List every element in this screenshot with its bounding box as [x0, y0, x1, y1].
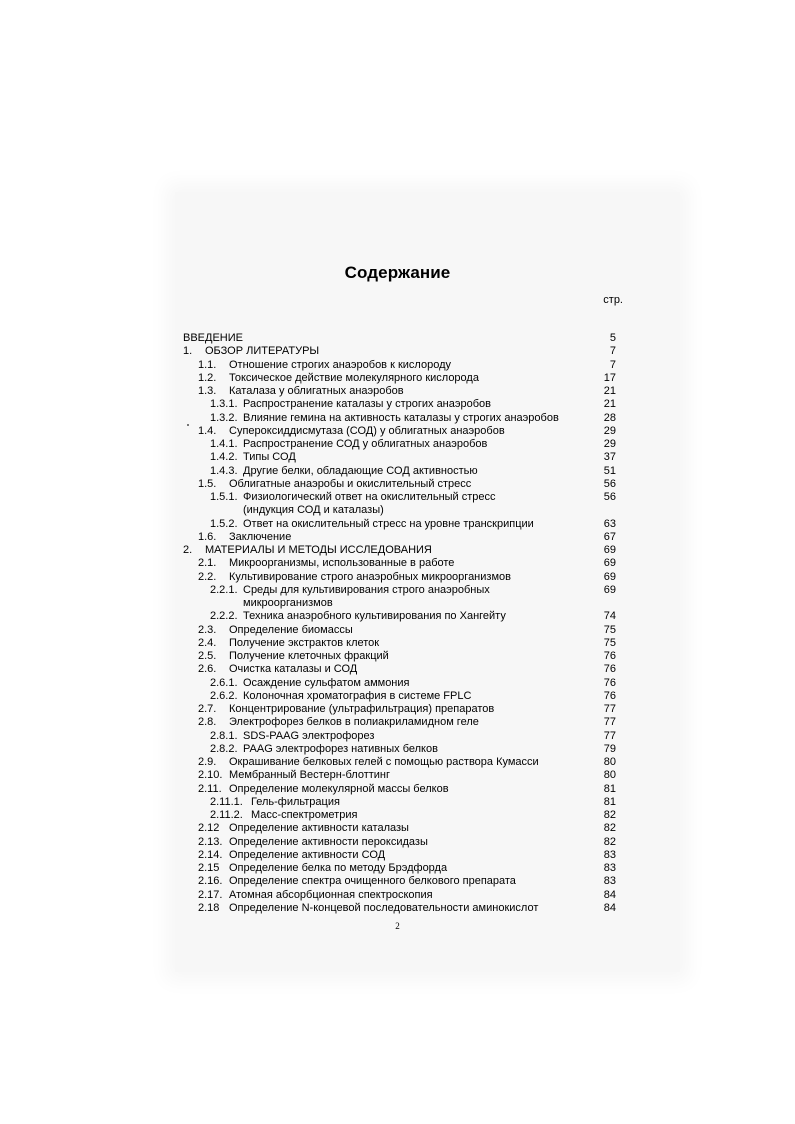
toc-entry [183, 650, 616, 663]
toc-entry-page: 69 [603, 583, 616, 596]
toc-entry-title: Определение активности СОД [229, 848, 386, 861]
toc-entry-title: Заключение [229, 530, 292, 543]
toc-entry-number: 1.5. [198, 477, 217, 490]
toc-entry-number: 1.4.1. [210, 438, 238, 450]
toc-entry-title: Осаждение сульфатом аммония [243, 676, 410, 689]
toc-entry-title: Распространение СОД у облигатных анаэробов [243, 438, 488, 450]
toc-entry-number: 2.6. [198, 663, 217, 676]
toc-entry-title: Атомная абсорбционная спектроскопия [229, 888, 433, 901]
toc-entry [183, 425, 616, 438]
toc-entry-number: 2.2. [198, 570, 217, 583]
toc-entry-page: 21 [603, 398, 616, 411]
toc-entry-page: 76 [603, 663, 616, 676]
toc-entry-number: 2.14. [198, 848, 223, 861]
toc-entry-page: 28 [603, 411, 616, 424]
toc-entry [183, 783, 616, 796]
toc-entry-page: 80 [603, 756, 616, 768]
toc-entry-title: Техника анаэробного культивирования по Хангейту [243, 610, 506, 623]
toc-entry-title: ВВЕДЕНИЕ [183, 332, 243, 344]
toc-entry-title: Электрофорез белков в полиакриламидном геле [229, 716, 479, 729]
toc-entry-number: 2.11.2. [210, 809, 243, 821]
toc-entry-page: 81 [603, 795, 616, 808]
toc-entry-page: 80 [603, 769, 616, 782]
toc-entry [183, 518, 616, 531]
toc-entry [183, 716, 616, 729]
toc-entry-number: 2.8.2. [210, 742, 238, 755]
toc-entry-page: 29 [603, 438, 616, 450]
toc-entry-page: 82 [603, 835, 616, 848]
toc-entry-page: 63 [603, 517, 616, 530]
toc-entry-page: 56 [603, 491, 616, 503]
toc-entry-title: Определение биомассы [229, 623, 353, 636]
toc-entry-number: 2.7. [198, 703, 217, 715]
toc-entry-number: 2.2.1. [210, 583, 238, 596]
toc-entry-page: 83 [603, 875, 616, 888]
toc-entry-number: 2.10. [198, 769, 223, 782]
toc-entry-title: Физиологический ответ на окислительный стресс (индукция СОД и каталазы) [243, 491, 496, 517]
toc-entry [183, 385, 616, 398]
toc-entry-title: Отношение строгих анаэробов к кислороду [229, 358, 451, 371]
toc-entry-number: 2.11.1. [210, 795, 243, 808]
toc-entry-number: 2.1. [198, 557, 217, 570]
toc-entry [183, 902, 616, 915]
toc-entry [183, 624, 616, 637]
toc-entry-number: 1. [183, 345, 193, 358]
toc-entry-page: 29 [603, 424, 616, 437]
toc-entry-page: 75 [603, 623, 616, 636]
toc-entry-title: Определение активности пероксидазы [229, 835, 428, 848]
toc-entry-page: 7 [609, 358, 616, 371]
page-column-label: стр. [603, 294, 623, 306]
toc-entry [183, 398, 616, 411]
toc-entry [183, 703, 616, 716]
toc-entry-title: Колоночная хроматография в системе FPLC [243, 689, 472, 702]
toc-entry [183, 637, 616, 650]
toc-entry-title: Окрашивание белковых гелей с помощью раствора Кумасси [229, 756, 539, 768]
toc-entry [183, 862, 616, 875]
toc-entry [183, 796, 616, 809]
toc-entry [183, 610, 616, 623]
toc-entry [183, 875, 616, 888]
toc-entry-number: 1.3.1. [210, 398, 238, 411]
toc-entry [183, 677, 616, 690]
toc-entry-page: 69 [603, 544, 616, 556]
toc-entry-page: 69 [603, 570, 616, 583]
toc-entry-number: 2.2.2. [210, 610, 238, 623]
toc-entry-title: Масс-спектрометрия [251, 809, 358, 821]
toc-entry-number: 1.1. [198, 358, 217, 371]
toc-entry-number: 1.5.1. [210, 491, 238, 503]
toc-entry-title: Гель-фильтрация [251, 795, 340, 808]
toc-entry-page: 76 [603, 676, 616, 689]
toc-entry-number: 2.3. [198, 623, 217, 636]
toc-entry-page: 77 [603, 716, 616, 729]
toc-entry-page: 83 [603, 848, 616, 861]
toc-entry-page: 81 [603, 782, 616, 795]
table-of-contents [183, 332, 616, 915]
toc-entry [183, 571, 616, 584]
toc-entry-title: Определение спектра очищенного белкового препарата [229, 875, 516, 888]
toc-entry-title: Определение активности каталазы [229, 822, 409, 835]
toc-entry [183, 332, 616, 345]
toc-entry-title: Среды для культивирования строго анаэробных микроорганизмов [243, 583, 490, 609]
toc-entry [183, 743, 616, 756]
toc-entry-page: 79 [603, 742, 616, 755]
toc-entry-number: 1.4.3. [210, 464, 238, 477]
toc-entry-title: Типы СОД [243, 451, 296, 464]
toc-entry-number: 1.2. [198, 371, 217, 384]
toc-entry-title: Другие белки, обладающие СОД активностью [243, 464, 478, 477]
toc-entry-number: 1.4. [198, 424, 217, 437]
scan-speck [187, 424, 189, 426]
toc-entry [183, 412, 616, 425]
toc-entry-number: 2.11. [198, 782, 222, 795]
toc-entry-page: 21 [603, 385, 616, 397]
toc-entry [183, 359, 616, 372]
toc-entry-page: 7 [609, 345, 616, 358]
toc-entry-title: Мембранный Вестерн-блоттинг [229, 769, 391, 782]
toc-entry [183, 836, 616, 849]
toc-entry-number: 2.5. [198, 650, 217, 662]
toc-entry-page: 76 [603, 689, 616, 702]
toc-entry [183, 557, 616, 570]
toc-entry-title: Микроорганизмы, использованные в работе [229, 557, 455, 570]
toc-entry-page: 5 [609, 332, 616, 344]
toc-entry [183, 438, 616, 451]
toc-entry-title: Распространение каталазы у строгих анаэробов [243, 398, 491, 411]
toc-entry-number: 2.12 [198, 822, 220, 835]
toc-entry-page: 77 [603, 703, 616, 715]
toc-entry-title: PAAG электрофорез нативных белков [243, 742, 438, 755]
toc-entry-page: 75 [603, 636, 616, 649]
toc-entry-title: МАТЕРИАЛЫ И МЕТОДЫ ИССЛЕДОВАНИЯ [205, 544, 432, 556]
toc-entry-number: 2.18 [198, 901, 220, 914]
toc-entry-page: 76 [603, 650, 616, 662]
toc-entry [183, 491, 616, 518]
toc-entry-title: Каталаза у облигатных анаэробов [229, 385, 404, 397]
toc-entry-number: 2.16. [198, 875, 223, 888]
toc-entry-page: 51 [603, 464, 616, 477]
toc-entry-page: 82 [603, 822, 616, 835]
toc-entry-number: 2.4. [198, 636, 217, 649]
toc-entry-page: 67 [603, 530, 616, 543]
toc-entry-number: 2.6.2. [210, 689, 238, 702]
toc-entry-number: 2.13. [198, 835, 223, 848]
page-title: Содержание [344, 263, 451, 282]
toc-entry [183, 584, 616, 611]
toc-entry-title: Токсическое действие молекулярного кислорода [229, 371, 479, 384]
toc-entry [183, 756, 616, 769]
toc-entry-number: 2.6.1. [210, 676, 238, 689]
toc-entry-title: Определение N-концевой последовательности аминокислот [229, 901, 539, 914]
toc-entry [183, 451, 616, 464]
toc-entry-number: 1.3.2. [210, 411, 238, 424]
toc-entry-number: 1.4.2. [210, 451, 238, 464]
toc-entry-title: Получение клеточных фракций [229, 650, 389, 662]
toc-entry-title: Влияние гемина на активность каталазы у строгих анаэробов [243, 411, 559, 424]
toc-entry-number: 2.8. [198, 716, 217, 729]
toc-entry-page: 74 [603, 610, 616, 623]
toc-entry-number: 1.6. [198, 530, 217, 543]
toc-entry-page: 83 [603, 862, 616, 874]
toc-entry-title: Концентрирование (ультрафильтрация) препаратов [229, 703, 495, 715]
footer-page-number: 2 [395, 921, 400, 931]
toc-entry-number: 2.17. [198, 888, 223, 901]
toc-entry-page: 84 [603, 888, 616, 901]
toc-entry-page: 17 [603, 371, 616, 384]
toc-entry-number: 1.3. [198, 385, 217, 397]
toc-entry-page: 82 [603, 809, 616, 821]
toc-entry [183, 849, 616, 862]
toc-entry [183, 544, 616, 557]
toc-entry-page: 37 [603, 451, 616, 464]
toc-entry-title: Получение экстрактов клеток [229, 636, 380, 649]
toc-entry-title: Супероксиддисмутаза (СОД) у облигатных анаэробов [229, 424, 505, 437]
toc-entry [183, 531, 616, 544]
toc-entry [183, 809, 616, 822]
toc-entry-title: Культивирование строго анаэробных микроорганизмов [229, 570, 511, 583]
toc-entry-number: 2. [183, 544, 193, 556]
toc-entry-number: 1.5.2. [210, 517, 238, 530]
toc-entry [183, 730, 616, 743]
toc-entry-title: Облигатные анаэробы и окислительный стресс [229, 477, 472, 490]
toc-entry-page: 84 [603, 901, 616, 914]
toc-entry [183, 663, 616, 676]
toc-entry-number: 2.15 [198, 862, 220, 874]
toc-entry-page: 69 [603, 557, 616, 570]
toc-entry-page: 77 [603, 729, 616, 742]
toc-entry [183, 345, 616, 358]
toc-entry-title: SDS-PAAG электрофорез [243, 729, 375, 742]
toc-entry [183, 478, 616, 491]
toc-entry [183, 690, 616, 703]
toc-entry-title: Ответ на окислительный стресс на уровне транскрипции [243, 517, 534, 530]
toc-entry-number: 2.8.1. [210, 729, 238, 742]
toc-entry [183, 822, 616, 835]
toc-entry-title: Очистка каталазы и СОД [229, 663, 358, 676]
toc-entry-title: Определение белка по методу Брэдфорда [229, 862, 448, 874]
toc-entry [183, 769, 616, 782]
toc-entry-number: 2.9. [198, 756, 217, 768]
toc-entry-title: ОБЗОР ЛИТЕРАТУРЫ [205, 345, 320, 358]
toc-entry [183, 889, 616, 902]
toc-entry [183, 372, 616, 385]
toc-entry-title: Определение молекулярной массы белков [229, 782, 449, 795]
toc-entry-page: 56 [603, 477, 616, 490]
toc-entry [183, 465, 616, 478]
